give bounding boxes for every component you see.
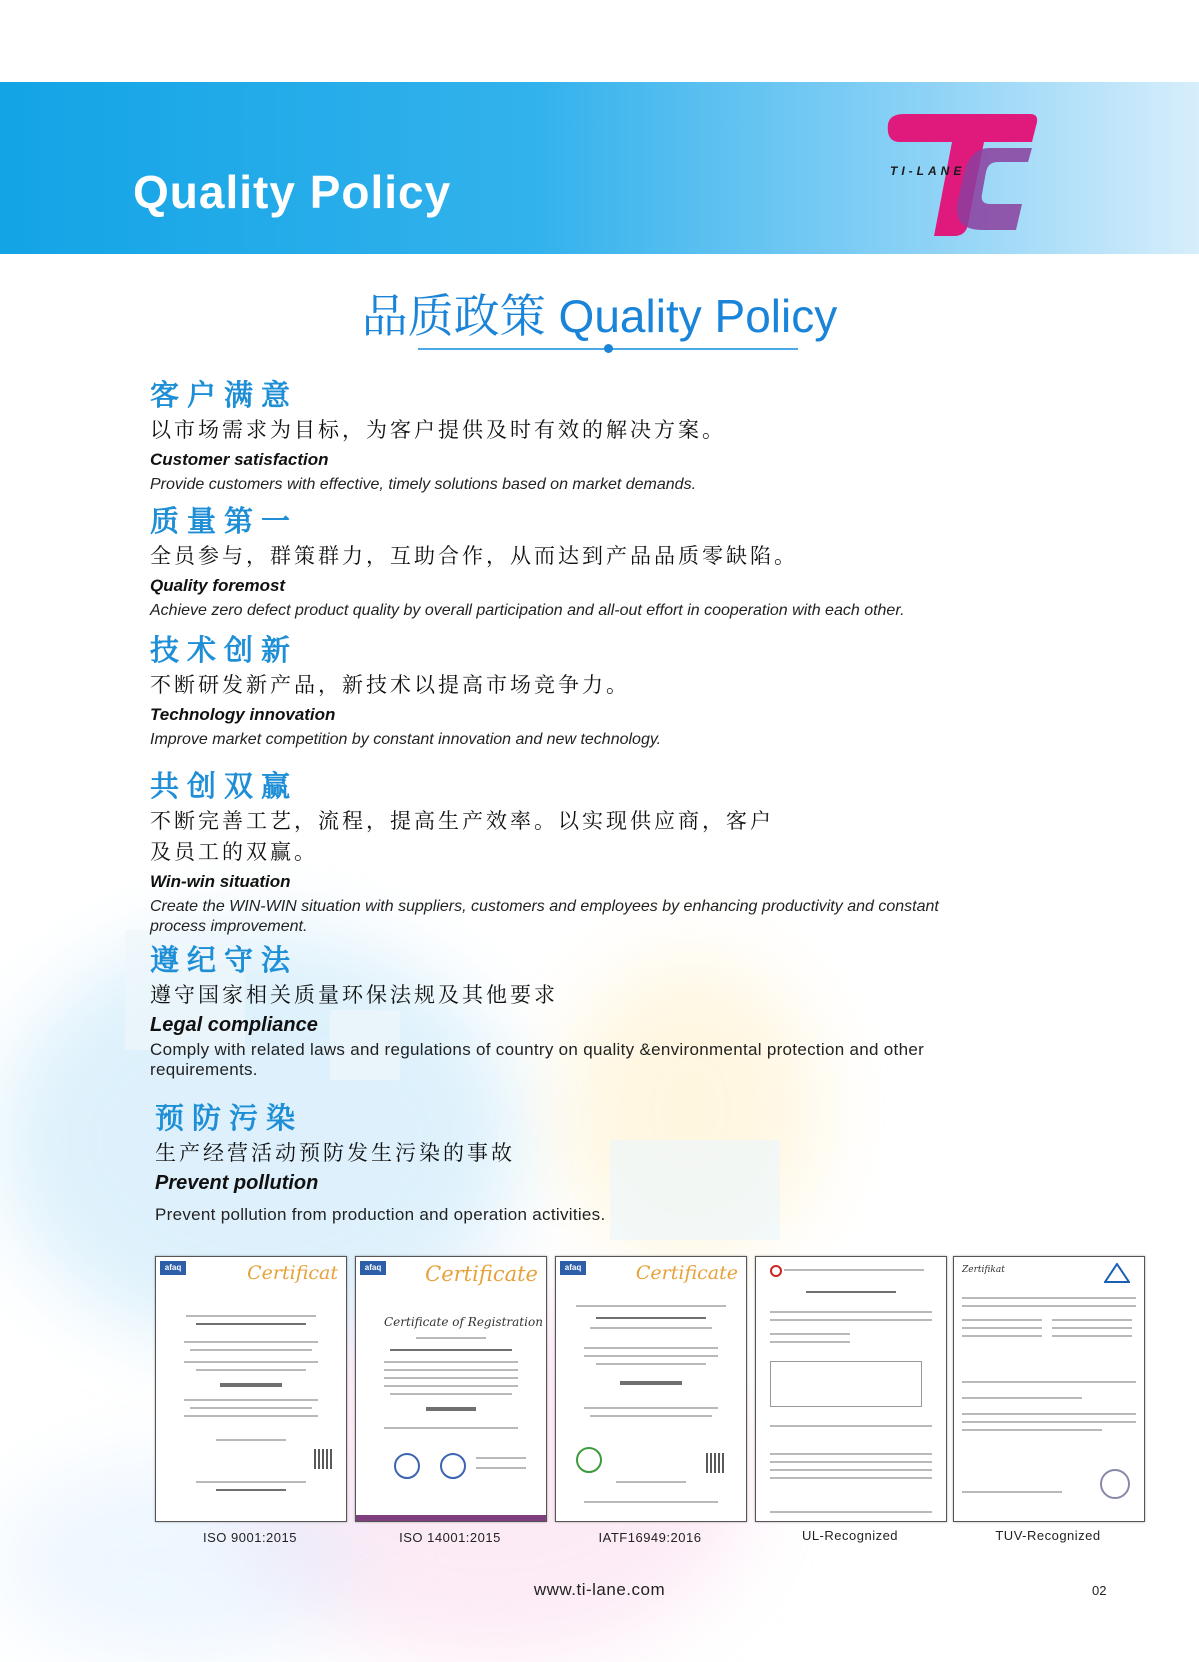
section-en-title: Customer satisfaction xyxy=(150,450,329,469)
policy-win-win xyxy=(150,768,1070,937)
policy-prevent-pollution xyxy=(155,1100,1075,1225)
page-title: 品质政策 Quality Policy xyxy=(361,290,838,342)
policy-technology-innovation xyxy=(150,632,1070,750)
certificate-heading: Certificate xyxy=(425,1262,538,1286)
section-zh-title: 共创双赢 xyxy=(150,769,299,803)
section-zh-title: 质量第一 xyxy=(150,504,299,538)
afaq-logo: afaq xyxy=(160,1261,186,1275)
certificate-subheading: Certificate of Registration xyxy=(384,1315,543,1329)
section-en-desc: Provide customers with effective, timely solutions based on market demands. xyxy=(150,476,697,493)
tuv-stamp-icon xyxy=(1100,1469,1130,1499)
afaq-logo: afaq xyxy=(560,1261,586,1275)
header-title: Quality Policy xyxy=(133,166,452,218)
section-zh-text: 生产经营活动预防发生污染的事故 xyxy=(155,1142,515,1165)
section-en-desc: Comply with related laws and regulations of country on quality &environmental protection and other requirements. xyxy=(150,1040,925,1079)
title-divider-dot xyxy=(604,344,613,353)
certificate-iso-9001 xyxy=(155,1256,347,1522)
section-zh-text: 不断研发新产品，新技术以提高市场竞争力。 xyxy=(150,674,630,697)
certificate-iatf-16949 xyxy=(555,1256,747,1522)
taf-seal-icon xyxy=(394,1453,420,1479)
ul-table xyxy=(770,1361,922,1407)
qr-code-icon xyxy=(314,1449,334,1469)
section-en-title: Quality foremost xyxy=(150,576,286,595)
iaf-seal-icon xyxy=(440,1453,466,1479)
certificate-label: TUV-Recognized xyxy=(995,1528,1101,1543)
afaq-logo: afaq xyxy=(360,1261,386,1275)
footer-website: www.ti-lane.com xyxy=(533,1580,666,1599)
section-en-title: Prevent pollution xyxy=(155,1172,319,1194)
tuv-triangle-icon xyxy=(1104,1263,1130,1283)
section-en-title: Technology innovation xyxy=(150,705,336,724)
certificate-heading: Certificate xyxy=(635,1262,738,1284)
qr-code-icon xyxy=(706,1453,726,1473)
section-zh-text: 不断完善工艺，流程，提高生产效率。以实现供应商，客户及员工的双赢。 xyxy=(150,810,774,864)
certificate-ul xyxy=(755,1256,947,1522)
certificate-label: ISO 14001:2015 xyxy=(399,1530,501,1545)
ul-mark-icon xyxy=(770,1265,782,1277)
section-en-title: Legal compliance xyxy=(150,1014,318,1036)
section-en-desc: Create the WIN-WIN situation with suppliers, customers and employees by enhancing productivity and constant process improvement. xyxy=(150,898,939,935)
policy-customer-satisfaction xyxy=(150,377,1070,495)
section-en-desc: Improve market competition by constant innovation and new technology. xyxy=(150,731,662,748)
policy-legal-compliance xyxy=(150,942,1070,1080)
certificate-label: IATF16949:2016 xyxy=(598,1530,702,1545)
section-zh-text: 全员参与，群策群力，互助合作，从而达到产品品质零缺陷。 xyxy=(150,545,798,568)
globe-seal-icon xyxy=(576,1447,602,1473)
certificate-heading: Certificat xyxy=(247,1262,338,1284)
certificate-label: ISO 9001:2015 xyxy=(203,1530,297,1545)
header-band xyxy=(0,82,1199,254)
section-zh-title: 预防污染 xyxy=(155,1101,304,1135)
section-en-title: Win-win situation xyxy=(150,872,291,891)
section-zh-title: 客户满意 xyxy=(150,378,299,412)
certificate-heading: Zertifikat xyxy=(962,1265,1005,1275)
section-zh-text: 遵守国家相关质量环保法规及其他要求 xyxy=(150,984,558,1007)
section-en-desc: Prevent pollution from production and operation activities. xyxy=(155,1205,606,1224)
section-en-desc: Achieve zero defect product quality by overall participation and all-out effort in cooperation with each other. xyxy=(150,602,905,619)
logo-graphic xyxy=(882,112,1042,238)
policy-quality-foremost xyxy=(150,503,1070,621)
section-zh-title: 遵纪守法 xyxy=(150,943,299,977)
certificate-stripe xyxy=(356,1515,546,1521)
section-zh-text: 以市场需求为目标，为客户提供及时有效的解决方案。 xyxy=(150,419,726,442)
section-zh-title: 技术创新 xyxy=(150,633,299,667)
certificate-tuv xyxy=(953,1256,1145,1522)
certificate-label: UL-Recognized xyxy=(801,1528,899,1543)
page-number: 02 xyxy=(1092,1583,1107,1598)
certificate-iso-14001 xyxy=(355,1256,547,1522)
ti-lane-logo xyxy=(882,112,1042,238)
logo-text: TI-LANE xyxy=(890,164,966,178)
